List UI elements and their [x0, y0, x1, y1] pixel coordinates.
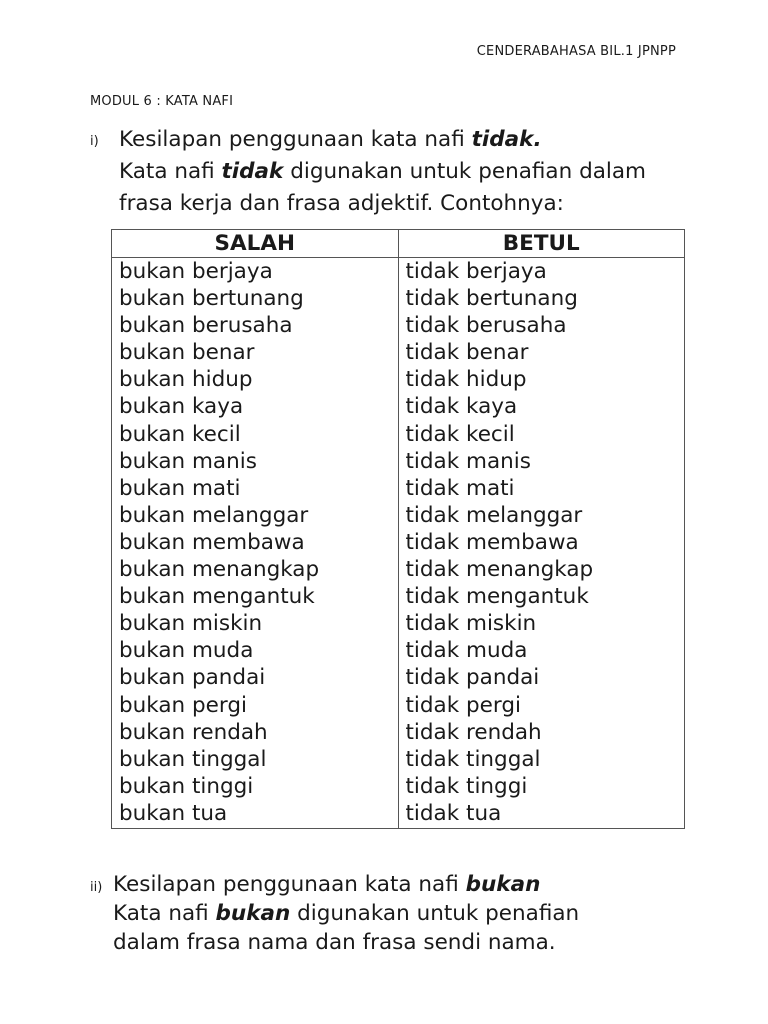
- betul-item: tidak bertunang: [405, 286, 578, 312]
- salah-item: bukan berjaya: [119, 259, 273, 284]
- betul-item: tidak benar: [405, 340, 529, 366]
- betul-item: tidak tinggal: [405, 746, 541, 772]
- salah-item: bukan benar: [119, 340, 255, 366]
- salah-column: [112, 258, 399, 829]
- betul-item: tidak menangkap: [405, 557, 594, 583]
- salah-item: bukan kecil: [119, 421, 241, 447]
- betul-item: tidak berusaha: [405, 313, 567, 339]
- salah-item: bukan tinggal: [119, 746, 267, 772]
- keyword-tidak: tidak.: [471, 127, 542, 152]
- betul-item: tidak melanggar: [405, 502, 583, 528]
- section-numeral: i): [90, 134, 99, 149]
- betul-item: tidak berjaya: [405, 259, 547, 284]
- text-span: digunakan untuk penafian: [290, 901, 580, 926]
- betul-item: tidak manis: [405, 448, 531, 474]
- salah-item: bukan miskin: [119, 611, 263, 637]
- salah-item: bukan pandai: [119, 665, 266, 691]
- betul-item: tidak tinggi: [405, 773, 528, 799]
- section-line-1: [113, 870, 579, 899]
- column-header-salah: SALAH: [112, 230, 399, 258]
- table-header-row: [112, 230, 685, 258]
- section-line-1: [119, 124, 646, 156]
- keyword-bukan: bukan: [465, 872, 541, 897]
- betul-item: tidak pandai: [405, 665, 540, 691]
- salah-item: bukan membawa: [119, 529, 305, 555]
- section-text: [113, 870, 579, 957]
- betul-column: [398, 258, 685, 829]
- text-span: digunakan untuk penafian dalam: [283, 159, 646, 184]
- betul-item: tidak mengantuk: [405, 584, 589, 610]
- text-span: Kesilapan penggunaan kata nafi: [119, 127, 472, 152]
- betul-item: tidak tua: [405, 800, 502, 826]
- section-line-2: [119, 156, 646, 188]
- salah-item: bukan rendah: [119, 719, 268, 745]
- keyword-bukan: bukan: [215, 901, 291, 926]
- salah-item: bukan bertunang: [119, 286, 304, 312]
- salah-item: bukan melanggar: [119, 502, 309, 528]
- salah-item: bukan menangkap: [119, 557, 320, 583]
- text-span: Kesilapan penggunaan kata nafi: [113, 872, 466, 897]
- column-header-betul: BETUL: [398, 230, 685, 258]
- salah-item: bukan hidup: [119, 367, 253, 393]
- betul-item: tidak miskin: [405, 611, 537, 637]
- salah-item: bukan muda: [119, 638, 254, 664]
- betul-item: tidak pergi: [405, 692, 521, 718]
- betul-item: tidak rendah: [405, 719, 542, 745]
- module-title: MODUL 6 : KATA NAFI: [90, 94, 234, 109]
- section-line-3: frasa kerja dan frasa adjektif. Contohnya:: [119, 191, 564, 216]
- betul-item: tidak kaya: [405, 394, 518, 420]
- section-text: [119, 124, 646, 220]
- salah-item: bukan mengantuk: [119, 584, 315, 610]
- betul-item: tidak mati: [405, 475, 515, 501]
- betul-item: tidak kecil: [405, 421, 515, 447]
- salah-item: bukan pergi: [119, 692, 247, 718]
- text-span: Kata nafi: [119, 159, 222, 184]
- section-line-2: [113, 899, 579, 928]
- salah-item: bukan berusaha: [119, 313, 293, 339]
- section-numeral: ii): [90, 880, 103, 895]
- salah-betul-table: [111, 229, 685, 829]
- betul-item: tidak muda: [405, 638, 528, 664]
- betul-item: tidak membawa: [405, 529, 579, 555]
- table-row: [112, 258, 685, 829]
- page-header: CENDERABAHASA BIL.1 JPNPP: [476, 44, 676, 59]
- salah-item: bukan mati: [119, 475, 241, 501]
- salah-item: bukan manis: [119, 448, 257, 474]
- salah-item: bukan tua: [119, 800, 228, 826]
- salah-item: bukan kaya: [119, 394, 244, 420]
- keyword-tidak: tidak: [221, 159, 284, 184]
- betul-item: tidak hidup: [405, 367, 527, 393]
- text-span: Kata nafi: [113, 901, 216, 926]
- salah-item: bukan tinggi: [119, 773, 254, 799]
- section-line-3: dalam frasa nama dan frasa sendi nama.: [113, 930, 556, 955]
